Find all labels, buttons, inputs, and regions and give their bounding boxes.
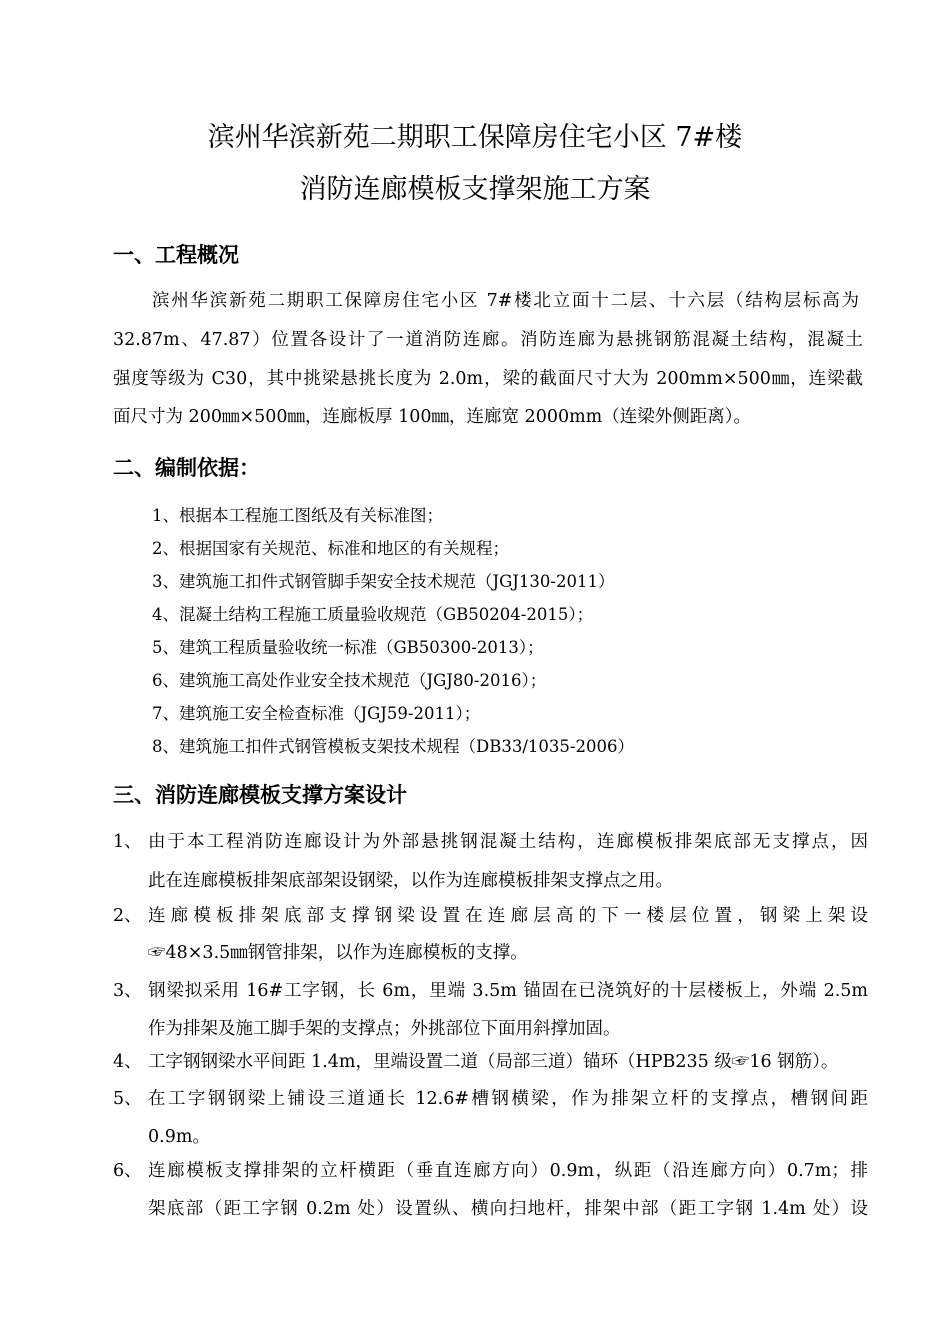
basis-item: 5、建筑工程质量验收统一标准（GB50300-2013）； xyxy=(152,638,544,657)
design-item-line: 在工字钢钢梁上铺设三道通长 12.6#槽钢横梁，作为排架立杆的支撑点，槽钢间距 xyxy=(148,1089,868,1109)
design-item-number: 6、 xyxy=(113,1161,142,1181)
basis-item: 1、根据本工程施工图纸及有关标准图； xyxy=(152,506,443,525)
design-item-line: 钢梁拟采用 16#工字钢，长 6m，里端 3.5m 锚固在已浇筑好的十层楼板上，外端 2.5m xyxy=(148,981,868,1001)
design-item-line: ☞48×3.5㎜钢管排架，以作为连廊模板的支撑。 xyxy=(148,943,528,963)
section-1-heading: 一、工程概况 xyxy=(113,243,239,267)
basis-item: 6、建筑施工高处作业安全技术规范（JGJ80-2016）； xyxy=(152,671,547,690)
design-item-line: 架底部（距工字钢 0.2m 处）设置纵、横向扫地杆，排架中部（距工字钢 1.4m 处）设 xyxy=(148,1199,868,1219)
design-item-line: 作为排架及施工脚手架的支撑点；外挑部位下面用斜撑加固。 xyxy=(148,1019,621,1039)
design-item-number: 4、 xyxy=(113,1052,142,1072)
overview-line: 32.87m、47.87）位置各设计了一道消防连廊。消防连廊为悬挑钢筋混凝土结构，混凝土 xyxy=(113,330,863,350)
basis-item: 2、根据国家有关规范、标准和地区的有关规程； xyxy=(152,539,509,558)
design-item-number: 2、 xyxy=(113,906,142,926)
design-item-line: 0.9m。 xyxy=(148,1127,210,1147)
design-item-number: 1、 xyxy=(113,832,142,852)
overview-line: 滨州华滨新苑二期职工保障房住宅小区 7#楼北立面十二层、十六层（结构层标高为 xyxy=(152,291,859,311)
design-item-number: 3、 xyxy=(113,981,142,1001)
basis-item: 4、混凝土结构工程施工质量验收规范（GB50204-2015）； xyxy=(152,605,594,624)
design-item-line: 此在连廊模板排架底部架设钢梁，以作为连廊模板排架支撑点之用。 xyxy=(148,871,673,891)
document-title-line-1: 滨州华滨新苑二期职工保障房住宅小区 7#楼 xyxy=(207,122,743,153)
overview-line: 强度等级为 C30，其中挑梁悬挑长度为 2.0m，梁的截面尺寸大为 200mm×500㎜，连梁截 xyxy=(113,369,863,389)
basis-item: 7、建筑施工安全检查标准（JGJ59-2011）； xyxy=(152,704,481,723)
design-item-line: 连廊模板支撑排架的立杆横距（垂直连廊方向）0.9m，纵距（沿连廊方向）0.7m；排 xyxy=(148,1161,868,1181)
basis-item: 3、建筑施工扣件式钢管脚手架安全技术规范（JGJ130-2011） xyxy=(152,572,615,591)
design-item-line: 工字钢钢梁水平间距 1.4m，里端设置二道（局部三道）锚环（HPB235 级☞16 钢筋）。 xyxy=(148,1052,839,1072)
document-title-line-2: 消防连廊模板支撑架施工方案 xyxy=(299,174,651,205)
design-item-line: 由于本工程消防连廊设计为外部悬挑钢混凝土结构，连廊模板排架底部无支撑点，因 xyxy=(148,832,868,852)
design-item-line: 连廊模板排架底部支撑钢梁设置在连廊层高的下一楼层位置，钢梁上架设 xyxy=(148,906,868,926)
section-3-heading: 三、消防连廊模板支撑方案设计 xyxy=(113,783,407,807)
basis-item: 8、建筑施工扣件式钢管模板支架技术规程（DB33/1035-2006） xyxy=(152,737,634,756)
overview-line: 面尺寸为 200㎜×500㎜，连廊板厚 100㎜，连廊宽 2000mm（连梁外侧距离）。 xyxy=(113,407,752,427)
design-item-number: 5、 xyxy=(113,1089,142,1109)
section-2-heading: 二、编制依据： xyxy=(113,456,260,480)
